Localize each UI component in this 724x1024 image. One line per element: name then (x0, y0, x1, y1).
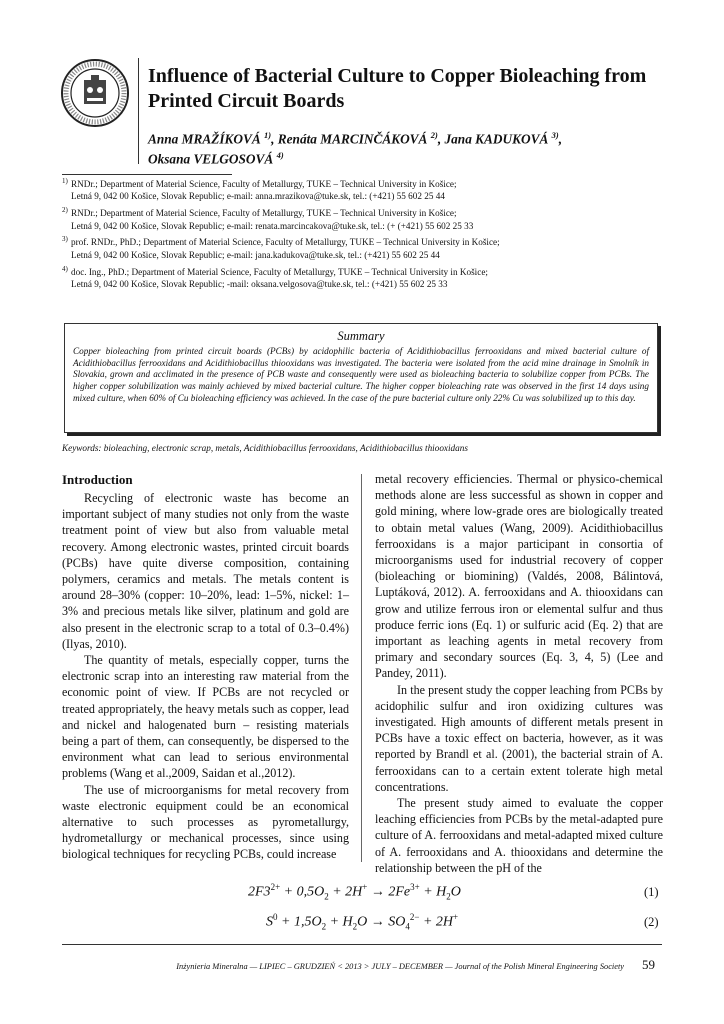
paragraph: The quantity of metals, especially copper, turns the electronic scrap into an interesting raw material from the economic point of view. If PCBs are not recycled or treated appropriately, the heavy metals such as copper, lead and nickel and halogenated burn – resisting materials being a part of them, can consequently, be dispersed to the environment what can lead to serious environmental problems (Wang et al.,2009, Saidan et al.,2012). (62, 653, 349, 781)
affiliation-line: Letná 9, 042 00 Košice, Slovak Republic; -mail: oksana.velgosova@tuke.sk, tel.: (+421) 55 602 25 33 (71, 279, 448, 290)
affiliation-num: 1) (62, 177, 68, 185)
author-sep: , (558, 131, 563, 147)
affiliation-num: 3) (62, 235, 68, 244)
affiliation (62, 236, 662, 261)
paragraph: In the present study the copper leaching from PCBs by acidophilic sulfur and iron oxidizing cultures was investigated. High amounts of different metals present in PCBs have a toxic effect on bacteria, however, as it was reported by Brandl et al. (2001), the bacterial strain of A. ferrooxidans can to a certain extent tolerate high metal concentrations. (375, 682, 663, 794)
affiliation-line: prof. RNDr., PhD.; Department of Material Science, Faculty of Metallurgy, TUKE – Technical University in Košice; (71, 237, 500, 248)
affiliation (62, 178, 662, 203)
author-sep: , (437, 131, 445, 147)
affiliation (62, 266, 662, 291)
section-heading: Introduction (62, 472, 133, 487)
author-name: Renáta MARCINČÁKOVÁ (277, 131, 428, 147)
author-name: Jana KADUKOVÁ (444, 131, 549, 147)
author-sup: 3) (551, 130, 559, 140)
summary-text: Copper bioleaching from printed circuit boards (PCBs) by acidophilic bacteria of Acidithiobacillus ferrooxidans and mixed bacterial culture of Acidithiobacillus ferrooxidans and Acidithiobacillus thiooxidans was investigated. The bacteria were isolated from the acid mine drainage in Smolník in Slovakia, grown and acclimated in the presence of PCB waste and consequently were used as bioleaching bacteria to solubilize copper from PCBs. The higher copper solubilization was mainly achieved by mixed bacterial culture. The higher copper bioleaching rate was observed in the first 14 days using mixed culture, when 60% of Cu bioleaching efficiency was achieved. In the case of the pure bacterial culture only 22% Cu was solubilized up to this day. (73, 346, 649, 403)
paragraph: The present study aimed to evaluate the copper leaching efficiencies from PCBs by the metal-adapted pure culture of A. ferrooxidans and metal-adapted mixed culture of A. ferrooxidans and A. thiooxidans and determine the relationship between the pH of the (375, 796, 663, 875)
affiliation-line: Letná 9, 042 00 Košice, Slovak Republic; e-mail: anna.mrazikova@tuke.sk, tel.: (+421) 55 602 25 44 (71, 191, 445, 202)
right-column (375, 471, 663, 876)
footnote-rule (62, 174, 232, 175)
summary-box (64, 323, 658, 433)
title-rule (138, 58, 139, 164)
affiliation-line: Letná 9, 042 00 Košice, Slovak Republic; e-mail: renata.marcincakova@tuke.sk, tel.: (+ (+421) 55 602 25 33 (71, 220, 474, 231)
affiliation-line: Letná 9, 042 00 Košice, Slovak Republic; e-mail: jana.kadukova@tuke.sk, tel.: (+421) 55 602 25 44 (71, 249, 440, 260)
equation-number: (1) (644, 885, 659, 899)
equation-1: $2F3^{2+} + 0,5O_2 + 2H^+ \to 2Fe^{3+} + H_2O$ (248, 882, 461, 902)
affiliation (62, 207, 662, 232)
affiliation-num: 4) (62, 264, 68, 273)
left-column (62, 471, 349, 863)
paper-title: Influence of Bacterial Culture to Copper Bioleaching from Printed Circuit Boards (148, 65, 647, 112)
footer-rule (62, 944, 662, 945)
author-list (148, 127, 688, 168)
affiliation-num: 2) (62, 206, 68, 215)
equation-2: $S^0 + 1,5O_2 + H_2O \to SO_4^{2-} + 2H^+$ (266, 912, 459, 932)
author-name: Anna MRAŽÍKOVÁ (148, 131, 261, 147)
equation-number: (2) (644, 915, 659, 929)
paragraph: The use of microorganisms for metal recovery from waste electronic equipment could be an economical alternative to such processes as pyrometallurgy, hydrometallurgy or mechanical processes, since using biological techniques for recycling PCBs, could increase (62, 782, 349, 862)
author-name: Oksana VELGOSOVÁ (148, 151, 274, 167)
author-sup: 2) (430, 130, 438, 140)
page-number: 59 (642, 957, 655, 972)
summary-title: Summary (337, 329, 385, 343)
author-sup: 1) (264, 130, 272, 140)
author-sup: 4) (276, 150, 284, 161)
affiliation-line: RNDr.; Department of Material Science, Faculty of Metallurgy, TUKE – Technical University in Košice; (71, 208, 457, 219)
paragraph: Recycling of electronic waste has become an important subject of many studies not only from the waste treatment point of view but also from valuable metal recovery. Among electronic wastes, printed circuit boards (PCBs) have quite diverse composition, containing polymers, ceramics and metals. The metals content is around 28–30% (copper: 10–20%, lead: 1–5%, nickel: 1–3% and precious metals like silver, platinum and gold are also present in the electronic scrap to a total of 0.3–0.4%) (Ilyas, 2010). (62, 491, 349, 651)
keywords: Keywords: bioleaching, electronic scrap, metals, Acidithiobacillus ferrooxidans, Acidithiobacillus thiooxidans (62, 443, 468, 453)
affiliation-line: doc. Ing., PhD.; Department of Material Science, Faculty of Metallurgy, TUKE – Technical University in Košice; (71, 266, 488, 277)
affiliation-line: RNDr.; Department of Material Science, Faculty of Metallurgy, TUKE – Technical University in Košice; (71, 179, 457, 189)
author-sep: , (271, 131, 278, 147)
journal-footer: Inżynieria Mineralna — LIPIEC – GRUDZIEŃ < 2013 > JULY – DECEMBER — Journal of the Polish Mineral Engineering Society (176, 962, 624, 971)
society-seal-icon (60, 58, 130, 128)
paragraph: metal recovery efficiencies. Thermal or physico-chemical methods alone are less successful as shown in copper and gold mining, where low-grade ores are biologically treated to obtain metal values (Wang, 2009). Acidithiobacillus ferrooxidans is a major participant in consortia of microorganisms used for industrial recovery of copper (bioleaching or biomining) (Valdés, 2008, Bálintová, Luptáková, 2012). A. ferrooxidans and A. thiooxidans can grow and utilize ferrous iron or elemental sulfur and thus produce ferric ions (Eq. 1) or sulfuric acid (Eq. 2) that are important as leaching agents in metal recovery from primary and secondary sources (Eq. 3, 4, 5) (Lee and Pandey, 2011). (375, 472, 663, 681)
affiliations (62, 178, 662, 295)
column-separator (361, 474, 362, 862)
